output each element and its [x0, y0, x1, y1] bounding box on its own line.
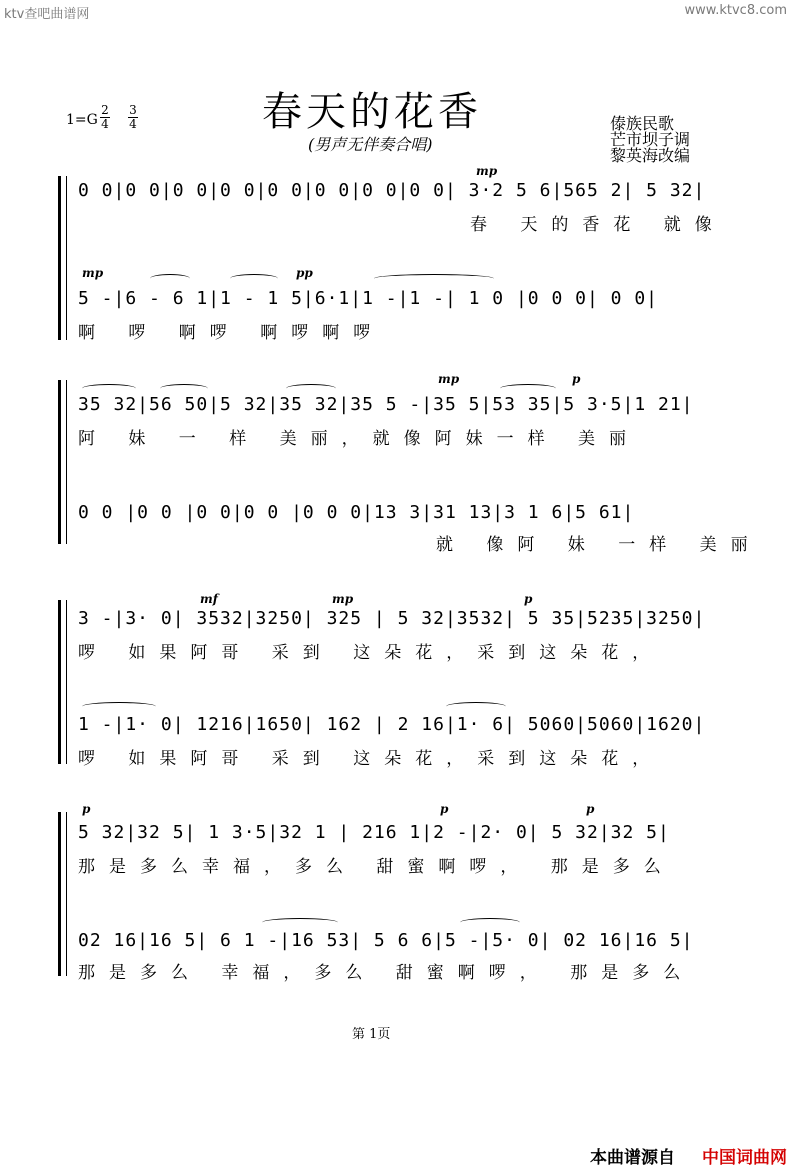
lower-voice-lyrics: 就 像阿 妹 一样 美丽 [436, 535, 762, 555]
upper-voice-notes: 5 32|32 5| 1 3·5|32 1 | 216 1|2 -|2· 0| 5 32|32 5| [78, 822, 670, 843]
site-watermark-right: www.ktvc8.com [684, 3, 787, 18]
dynamic-mark: mp [476, 164, 498, 178]
time-signature-2-4 [100, 104, 110, 131]
dynamic-mark: mp [438, 372, 460, 386]
dynamic-mark: p [524, 592, 533, 606]
dynamic-mark: p [82, 802, 91, 816]
key-signature: 1=G [66, 112, 98, 128]
page-number: 第 1页 [352, 1027, 391, 1042]
footer-source-label: 本曲谱源自 [590, 1148, 675, 1168]
upper-voice-lyrics: 啰 如果阿哥 采到 这朵花，采到这朵花， [78, 643, 664, 663]
lower-voice-lyrics: 那是多么 幸福，多么 甜蜜啊啰， 那是多么 [78, 963, 695, 983]
lower-voice-lyrics: 啰 如果阿哥 采到 这朵花，采到这朵花， [78, 749, 664, 769]
dynamic-mark: p [440, 802, 449, 816]
dynamic-mark: p [572, 372, 581, 386]
score-system-1 [0, 164, 797, 350]
dynamic-mark: mf [200, 592, 218, 606]
meter-bottom: 4 [101, 117, 109, 131]
score-system-2 [0, 374, 797, 554]
site-watermark-left: ktv查吧曲谱网 [4, 7, 90, 22]
credit-tune: 芒市坝子调 [610, 130, 691, 149]
dynamic-mark: p [586, 802, 595, 816]
lower-voice-lyrics: 啊 啰 啊啰 啊啰啊啰 [78, 323, 385, 343]
time-signature-3-4 [128, 104, 138, 131]
credit-arranger: 黎英海改编 [610, 146, 691, 165]
dynamic-mark: mp [82, 266, 104, 280]
footer-source-brand: 中国词曲网 [702, 1148, 787, 1168]
score-system-4 [0, 802, 797, 986]
song-credits [610, 116, 690, 164]
lower-voice-notes: 1 -|1· 0| 1216|1650| 162 | 2 16|1· 6| 5060|5060|1620| [78, 714, 706, 735]
credit-origin: 傣族民歌 [610, 114, 675, 133]
meter-bottom: 4 [129, 117, 137, 131]
song-title: 春天的花香 [262, 89, 482, 135]
upper-voice-notes: 35 32|56 50|5 32|35 32|35 5 -|35 5|53 35|5 3·5|1 21| [78, 394, 694, 415]
song-subtitle: (男声无伴奏合唱) [308, 135, 433, 154]
upper-voice-lyrics: 春 天的香花 就像 [470, 215, 726, 235]
upper-voice-notes: 0 0|0 0|0 0|0 0|0 0|0 0|0 0|0 0| 3·2 5 6|565 2| 5 32| [78, 180, 706, 201]
dynamic-mark: pp [296, 266, 313, 280]
upper-voice-lyrics: 阿 妹 一 样 美丽，就像阿妹一样 美丽 [78, 429, 641, 449]
lower-voice-notes: 5 -|6 - 6 1|1 - 1 5|6·1|1 -|1 -| 1 0 |0 0 0| 0 0| [78, 288, 659, 309]
upper-voice-notes: 3 -|3· 0| 3532|3250| 325 | 5 32|3532| 5 35|5235|3250| [78, 608, 706, 629]
meter-top: 3 [129, 103, 137, 117]
meter-top: 2 [101, 103, 109, 117]
dynamic-mark: mp [332, 592, 354, 606]
lower-voice-notes: 0 0 |0 0 |0 0|0 0 |0 0 0|13 3|31 13|3 1 6|5 61| [78, 502, 635, 523]
score-system-3 [0, 594, 797, 774]
lower-voice-notes: 02 16|16 5| 6 1 -|16 53| 5 6 6|5 -|5· 0| 02 16|16 5| [78, 930, 694, 951]
upper-voice-lyrics: 那是多么幸福，多么 甜蜜啊啰， 那是多么 [78, 857, 675, 877]
